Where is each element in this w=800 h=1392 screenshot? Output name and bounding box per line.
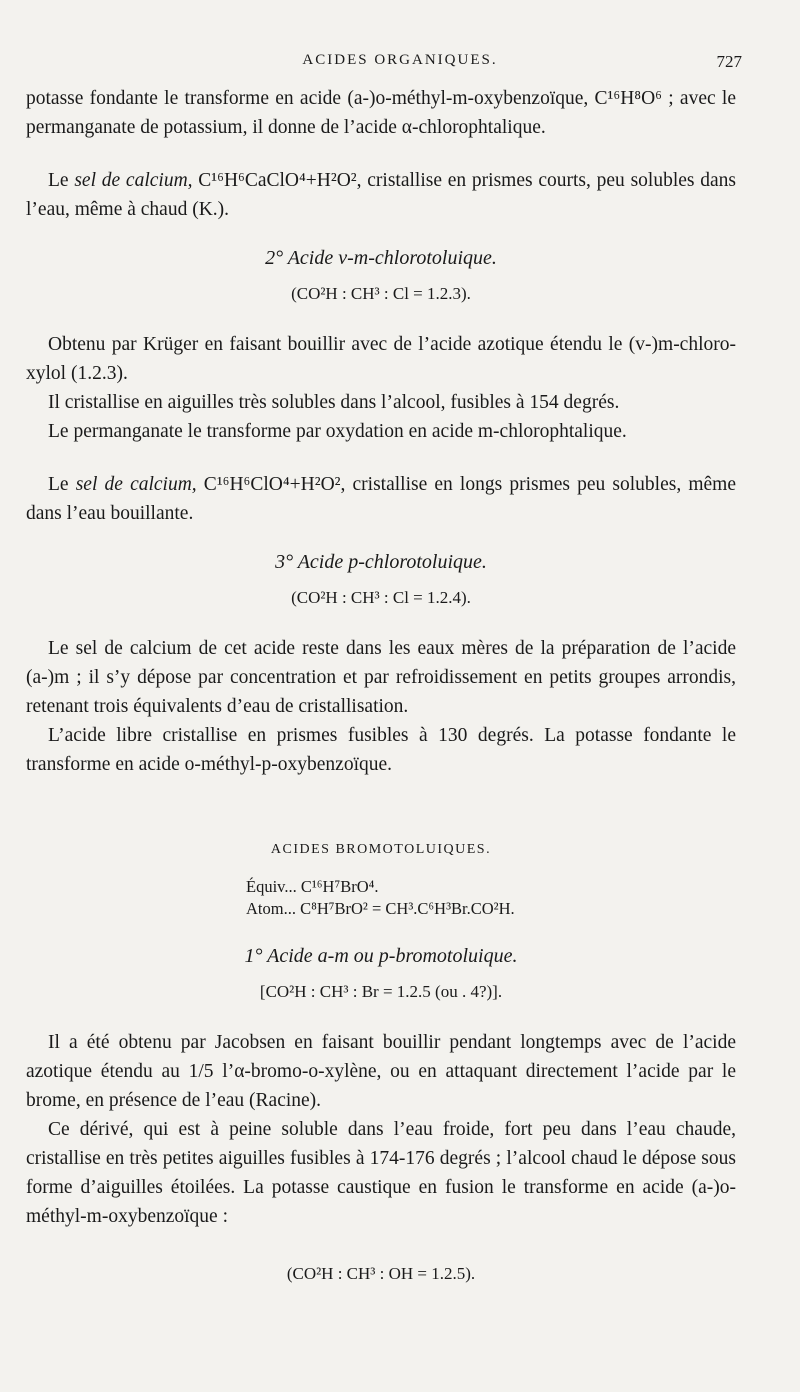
equiv-line: Équiv... C¹⁶H⁷BrO⁴. [246, 877, 379, 896]
paragraph-bromo-1: Il a été obtenu par Jacobsen en faisant bouillir pendant longtemps avec de l’acide azotique étendu au 1/5 l’α-bromo-o-xylène, ou en attaquant directement l’acide par le brome, en présence de l’eau (Racine). [26, 1032, 736, 1111]
italic-term: sel de calcium, [75, 474, 197, 495]
paragraph-p-1: Le sel de calcium de cet acide reste dans les eaux mères de la préparation de l’acide (a-)m ; il s’y dépose par concentration et par refroidissement en petits groupes arrondis, retenant trois équivalents d’eau de cristallisation. [26, 638, 736, 717]
atom-line: Atom... C⁸H⁷BrO² = CH³.C⁶H³Br.CO²H. [246, 899, 515, 918]
heading-v-m-chlorotoluic: 2° Acide v-m-chlorotoluique. [265, 247, 497, 269]
formula-p: (CO²H : CH³ : Cl = 1.2.4). [291, 588, 471, 607]
formula-bromo: [CO²H : CH³ : Br = 1.2.5 (ou . 4?)]. [259, 982, 503, 1001]
heading-bromotoluic: 1° Acide a-m ou p-bromotoluique. [244, 945, 518, 967]
paragraph-v-m-1: Obtenu par Krüger en faisant bouillir avec de l’acide azotique étendu le (v-)m-chloro-xylol (1.2.3). [26, 334, 736, 384]
paragraph-intro: potasse fondante le transforme en acide (a-)o-méthyl-m-oxybenzoïque, C¹⁶H⁸O⁶ ; avec le permanganate de potassium, il donne de l’acide α-chlorophtalique. [26, 88, 736, 138]
section-title-bromotoluic: ACIDES BROMOTOLUIQUES. [270, 842, 492, 857]
formula-final: (CO²H : CH³ : OH = 1.2.5). [286, 1264, 476, 1283]
equivalent-formulas [246, 876, 736, 920]
running-head [0, 52, 800, 82]
paragraph-v-m-2: Il cristallise en aiguilles très solubles dans l’alcool, fusibles à 154 degrés. [48, 392, 620, 413]
paragraph-text: C¹⁶H⁶CaClO⁴+H²O², cristallise en prismes courts, peu solubles dans l’eau, même à chaud (K.). [26, 170, 736, 220]
italic-term: sel de calcium, [74, 170, 193, 191]
paragraph-calcium-salt-1 [26, 166, 736, 224]
heading-p-chlorotoluic: 3° Acide p-chlorotoluique. [275, 551, 487, 573]
page-number: 727 [716, 52, 742, 71]
paragraph-lead: Le [48, 474, 76, 495]
running-title: ACIDES ORGANIQUES. [302, 52, 498, 68]
paragraph-bromo-2: Ce dérivé, qui est à peine soluble dans l’eau froide, fort peu dans l’eau chaude, cristallise en très petites aiguilles fusibles à 174-176 degrés ; l’alcool chaud le dépose sous forme d’aiguilles étoilées. La potasse caustique en fusion le transforme en acide (a-)o-méthyl-m-oxybenzoïque : [26, 1119, 736, 1227]
page-body [26, 84, 736, 1288]
paragraph-calcium-salt-2 [26, 470, 736, 528]
paragraph-lead: Le [48, 170, 75, 191]
paragraph-text: C¹⁶H⁶ClO⁴+H²O², cristallise en longs prismes peu solubles, même dans l’eau bouillante. [26, 474, 736, 524]
paragraph-v-m-3: Le permanganate le transforme par oxydation en acide m-chlorophtalique. [48, 421, 627, 442]
paragraph-p-2: L’acide libre cristallise en prismes fusibles à 130 degrés. La potasse fondante le transforme en acide o-méthyl-p-oxybenzoïque. [26, 725, 736, 775]
formula-v-m: (CO²H : CH³ : Cl = 1.2.3). [291, 284, 471, 303]
